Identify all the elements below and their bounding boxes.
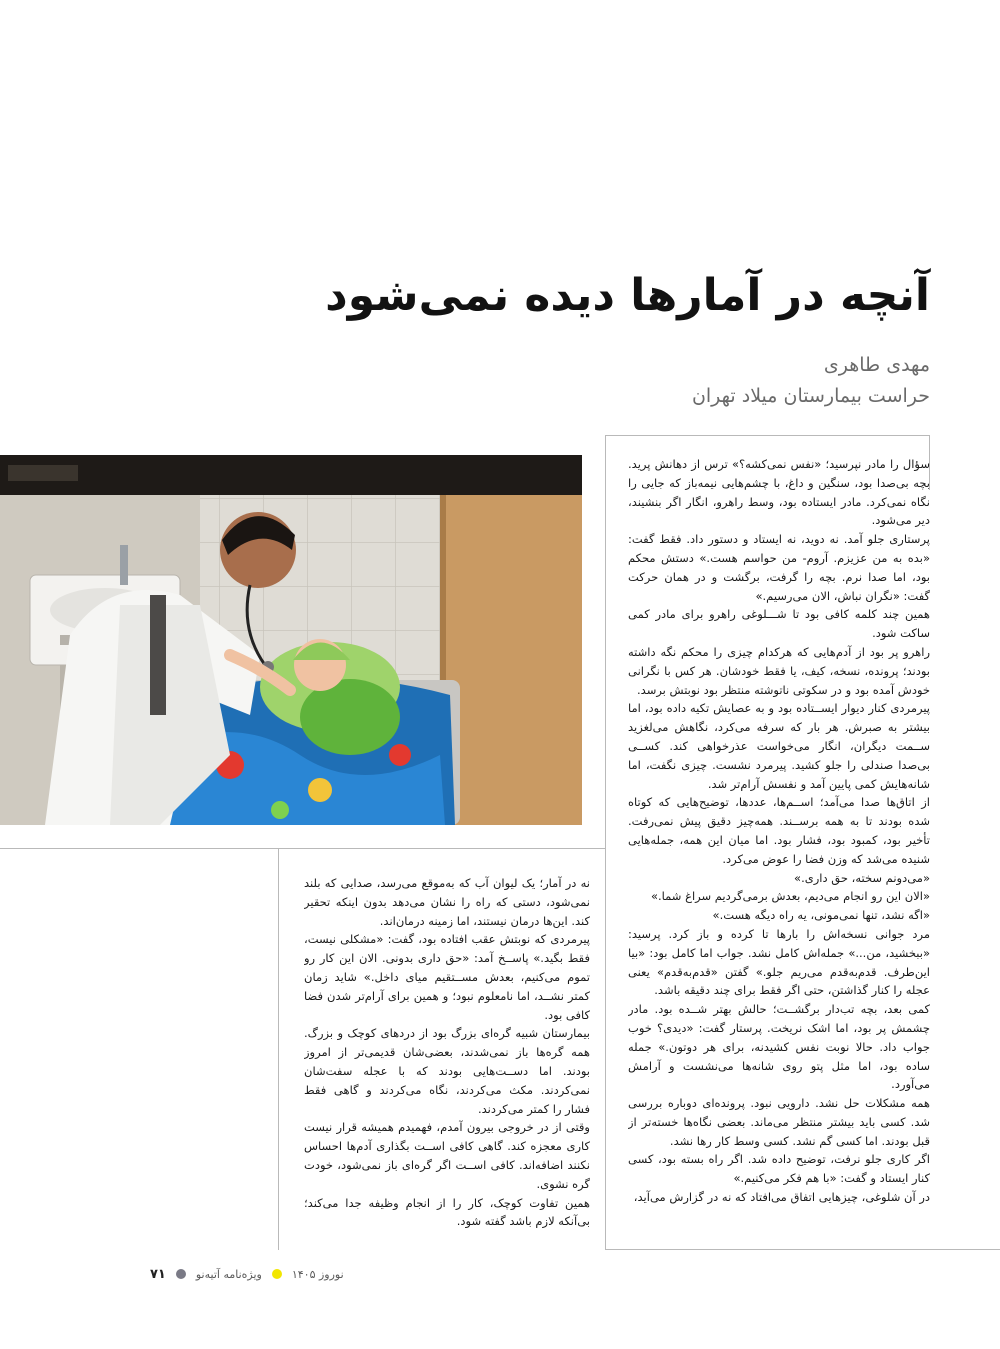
quote: «می‌دونم سخته، حق داری.» [794,870,930,885]
quote: «اگه نشد، تنها نمی‌مونی، یه راه دیگه هست.» [712,908,930,923]
paragraph: پرستاری جلو آمد. نه دوید، نه ایستاد و دستور داد. فقط گفت: «بده به من عزیزم. آروم- من حواسم هست.» دستش محکم بود، اما صدا نرم. بچه را گرفت، برگشت و در همان حرکت گفت: «نگران نباش، الان می‌رسیم.» [628,532,930,603]
quote: «الان این رو انجام می‌دیم، بعدش برمی‌گردیم سراغ شما.» [650,889,930,904]
page-footer [132,1264,344,1284]
top-rule-right [605,435,930,436]
column-rule-middle [278,848,279,1250]
paragraph: وقتی از در خروجی بیرون آمدم، فهمیدم همیشه قرار نیست کاری معجزه کند. گاهی کافی اســت بگذاری آدم‌ها احساس نکنند اضافه‌اند. کافی اســت اگر گره‌ای باز نمی‌شود، خودت گره نشوی. [304,1120,590,1191]
paragraph: بیمارستان شبیه گره‌ای بزرگ بود از دردهای کوچک و بزرگ. همه گره‌ها باز نمی‌شدند، بعضی‌شان قدیمی‌تر از امروز بودند. اما دســت‌هایی بودند که با عجله سفت‌شان نمی‌کردند. مکث می‌کردند، نگاه می‌کردند و گاهی فقط فشار را کمتر می‌کردند. [304,1026,590,1116]
yellow-dot-icon [272,1269,282,1279]
article-photo [0,455,582,825]
paragraph: همین چند کلمه کافی بود تا شـــلوغی راهرو برای مادر کمی ساکت شود. [628,607,930,641]
article-column-middle [304,874,590,1234]
bottom-rule [605,1249,1000,1250]
paragraph: در آن شلوغی، چیزهایی اتفاق می‌افتاد که نه در گزارش می‌آید، [633,1190,930,1205]
paragraph: همین تفاوت کوچک، کار را از انجام وظیفه جدا می‌کند؛ بی‌آنکه لازم باشد گفته شود. [304,1195,590,1229]
publication-name: ویژه‌نامه آتیه‌نو [195,1267,262,1281]
paragraph: پیرمردی کنار دیوار ایســتاده بود و به عصایش تکیه داده بود، اما بیشتر به صبرش. هر بار که سرفه می‌کرد، نگاهش می‌لغزید ســمت دیگران، انگار می‌خواست عذرخواهی کند. کســی بی‌صدا صندلی را جلو کشید. پیرمرد نشست. چیزی نگفت، اما شانه‌هایش کمی پایین آمد و نفسش آرام‌تر شد. [628,701,930,791]
paragraph: از اتاق‌ها صدا می‌آمد؛ اســم‌ها، عددها، توضیح‌هایی که کوتاه شده بودند تا به همه برســند. همه‌چیز دقیق پیش نمی‌رفت. تأخیر بود، کمبود بود، فشار بود. اما میان این همه، جمله‌هایی شنیده می‌شد که وزن فضا را عوض می‌کرد. [628,795,930,866]
issue-label: نوروز ۱۴۰۵ [291,1267,344,1281]
photo-bottom-rule [0,848,605,849]
paragraph: پیرمردی که نوبتش عقب افتاده بود، گفت: «مشکلی نیست، فقط بگید.» پاســخ آمد: «حق داری بدونی. الان این کار رو تموم می‌کنیم، بعدش مســتقیم میای داخل.» شاید زمان کمتر نشــد، اما نامعلوم نبود؛ و همین برای آرام‌تر شدن فضا کافی بود. [304,932,590,1022]
author-name: مهدی طاهری [823,354,930,376]
column-rule-left [605,435,606,1250]
paragraph: همه مشکلات حل نشد. دارویی نبود. پرونده‌ای دوباره بررسی شد. کسی باید بیشتر منتظر می‌ماند. بعضی نگاه‌ها خسته‌تر از قبل بودند. اما کسی گم نشد. کسی وسط کار رها نشد. [628,1096,930,1148]
article-title: آنچه در آمارها دیده نمی‌شود [325,270,930,321]
paragraph: سؤال را مادر نپرسید؛ «نفس نمی‌کشه؟» ترس از دهانش پرید. بچه بی‌صدا بود، سنگین و داغ، با چشم‌هایی نیمه‌باز که جایی را نگاه نمی‌کرد. مادر ایستاده بود، وسط راهرو، انگار اگر بنشیند، دیر می‌شود. [628,457,930,528]
paragraph: اگر کاری جلو نرفت، توضیح داده شد. اگر راه بسته بود، کسی کنار ایستاد و گفت: «با هم فکر می‌کنیم.» [628,1152,930,1186]
article-column-right [628,455,930,1225]
paragraph: مرد جوانی نسخه‌اش را بارها تا کرده و باز کرد. پرسید: «ببخشید، من...» جمله‌اش کامل نشد. جواب اما کامل بود: «بیا این‌طرف. قدم‌به‌قدم می‌ریم جلو.» گفتن «قدم‌به‌قدم» یعنی عجله را کنار گذاشتن، حتی اگر فقط برای چند دقیقه باشد. [628,926,930,998]
paragraph: نه در آمار؛ یک لیوان آب که به‌موقع می‌رسد، صدایی که بلند نمی‌شود، دستی که راه را نشان می‌دهد بدون اینکه تحقیر کند. این‌ها درمان نیستند، اما زمینه درمان‌اند. [304,876,590,928]
paragraph: کمی بعد، بچه تب‌دار برگشــت؛ حالش بهتر شــده بود. مادر چشمش پر بود، اما اشک نریخت. پرستار گفت: «دیدی؟ خوب جواب داد. حالا نوبت نفس کشیدنه، برای هر دوتون.» جمله ساده بود، اما مثل پتو روی شانه‌ها می‌نشست و آرامش می‌آورد. [628,1002,930,1092]
paragraph: راهرو پر بود از آدم‌هایی که هرکدام چیزی را محکم نگه داشته بودند؛ پرونده، نسخه، کیف، یا فقط خودشان. هر کس با نگرانی خودش آمده بود و در سکوتی ناتوشته منتظر بود نوبتش برسد. [628,644,930,697]
grey-dot-icon [176,1269,186,1279]
author-role: حراست بیمارستان میلاد تهران [691,385,930,407]
page-number: ۷۱ [150,1266,166,1282]
